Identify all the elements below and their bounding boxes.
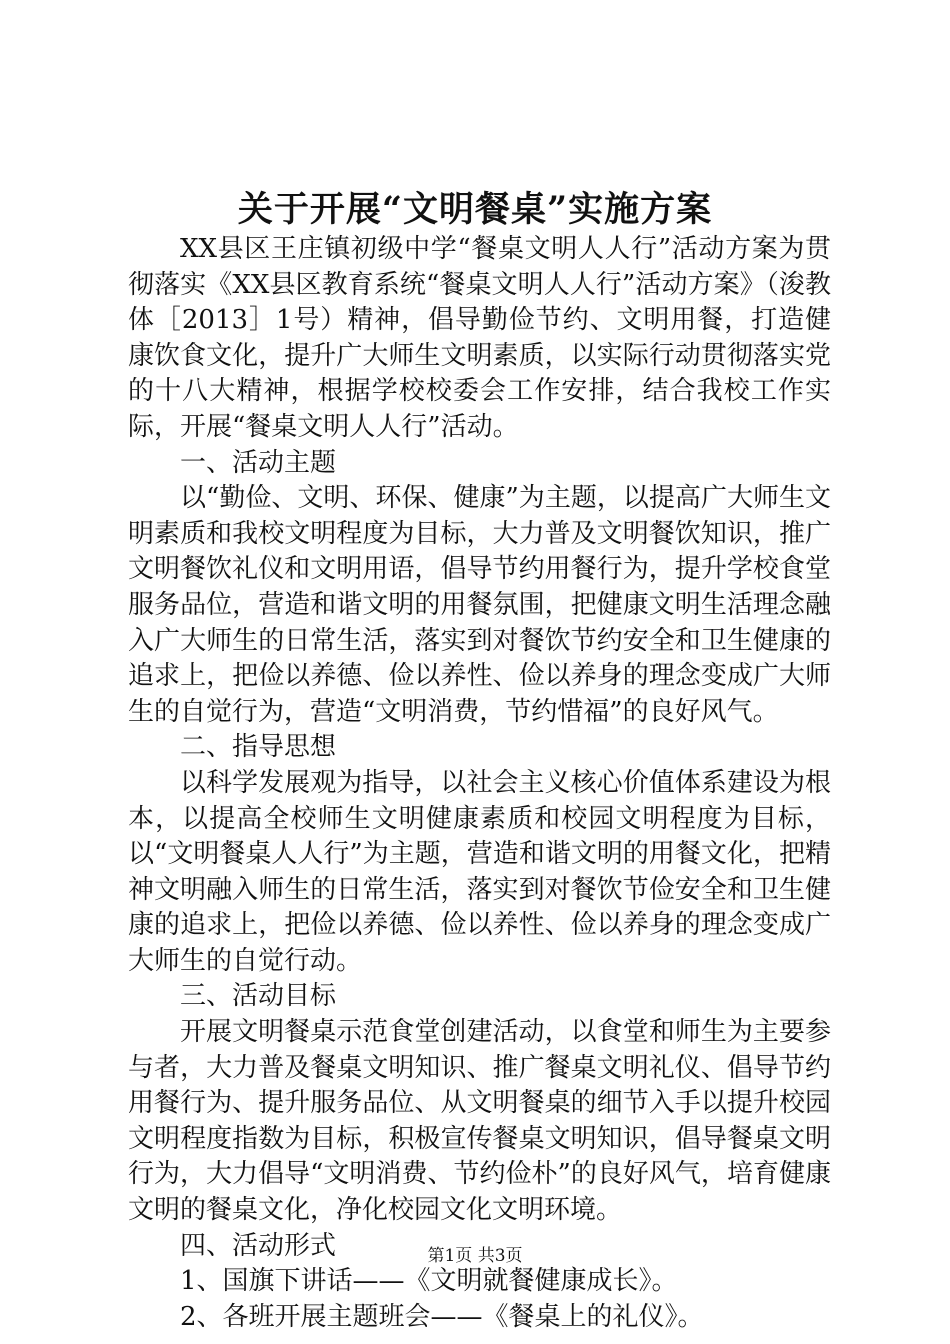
section-heading-theme: 一、活动主题 [180, 447, 337, 478]
section-heading-forms: 四、活动形式 [180, 1230, 337, 1261]
list-item-forms-2: 2、各班开展主题班会——《餐桌上的礼仪》。 [180, 1301, 704, 1332]
document-body [128, 232, 831, 1335]
paragraph-goals: 开展文明餐桌示范食堂创建活动，以食堂和师生为主要参与者，大力普及餐桌文明知识、推广餐桌文明礼仪、倡导节约用餐行为、提升服务品位、从文明餐桌的细节入手以提升校园文明程度指数为目标，积极宣传餐桌文明知识，倡导餐桌文明行为，大力倡导“文明消费、节约俭朴”的良好风气，培育健康文明的餐桌文化，净化校园文化文明环境。 [128, 1017, 831, 1226]
paragraph-theme: 以“勤俭、文明、环保、健康”为主题，以提高广大师生文明素质和我校文明程度为目标，大力普及文明餐饮知识，推广文明餐饮礼仪和文明用语，倡导节约用餐行为，提升学校食堂服务品位，营造和谐文明的用餐氛围，把健康文明生活理念融入广大师生的日常生活，落实到对餐饮节约安全和卫生健康的追求上，把俭以养德、俭以养性、俭以养身的理念变成广大师生的自觉行为，营造“文明消费，节约惜福”的良好风气。 [128, 483, 831, 727]
document-title: 关于开展“文明餐桌”实施方案 [237, 189, 713, 230]
paragraph-guidance: 以科学发展观为指导，以社会主义核心价值体系建设为根本，以提高全校师生文明健康素质和校园文明程度为目标，以“文明餐桌人人行”为主题，营造和谐文明的用餐文化，把精神文明融入师生的日常生活，落实到对餐饮节俭安全和卫生健康的追求上，把俭以养德、俭以养性、俭以养身的理念变成广大师生的自觉行动。 [128, 767, 831, 976]
list-item-forms-1: 1、国旗下讲话——《文明就餐健康成长》。 [180, 1266, 678, 1297]
section-heading-goals: 三、活动目标 [180, 981, 337, 1012]
page-footer: 第1页 共3页 [427, 1246, 523, 1266]
paragraph-intro: XX县区王庄镇初级中学“餐桌文明人人行”活动方案为贯彻落实《XX县区教育系统“餐桌文明人人行”活动方案》（浚教体［2013］1号）精神，倡导勤俭节约、文明用餐，打造健康饮食文化，提升广大师生文明素质，以实际行动贯彻落实党的十八大精神，根据学校校委会工作安排，结合我校工作实际，开展“餐桌文明人人行”活动。 [128, 234, 831, 442]
section-heading-guidance: 二、指导思想 [180, 732, 337, 763]
